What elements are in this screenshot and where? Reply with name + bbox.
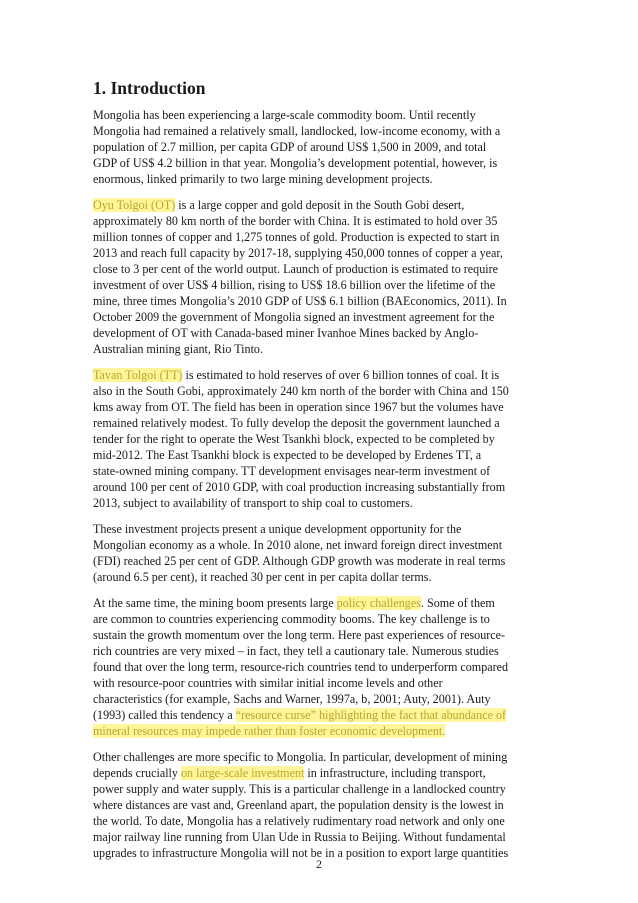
- page-number: 2: [316, 857, 322, 871]
- text-line: [93, 691, 543, 707]
- text-line: [93, 553, 543, 569]
- text-segment: mid-2012. The East Tsankhi block is expected to be developed by Erdenes TT, a: [93, 448, 482, 462]
- text-line: [93, 213, 543, 229]
- text-segment: close to 3 per cent of the world output. Launch of production is estimated to require: [93, 262, 499, 276]
- text-segment: the world. To date, Mongolia has a relatively rudimentary road network and only one: [93, 814, 505, 828]
- text-segment: Other challenges are more specific to Mongolia. In particular, development of mining: [93, 750, 508, 764]
- text-segment: development of OT with Canada-based miner Ivanhoe Mines backed by Anglo-: [93, 326, 479, 340]
- text-line: [93, 139, 543, 155]
- text-segment: population of 2.7 million, per capita GDP of around US$ 1,500 in 2009, and total: [93, 140, 487, 154]
- text-line: [93, 521, 543, 537]
- text-line: [93, 261, 543, 277]
- text-segment: major railway line running from Ulan Ude in Russia to Beijing. Without fundamental: [93, 830, 506, 844]
- text-line: [93, 537, 543, 553]
- text-line: [93, 813, 543, 829]
- text-segment: depends crucially: [93, 766, 181, 780]
- text-segment: found that over the long term, resource-rich countries tend to underperform compared: [93, 660, 509, 674]
- paragraph: [93, 595, 543, 739]
- highlighted-text: policy challenges: [336, 596, 421, 610]
- text-line: [93, 155, 543, 171]
- text-line: [93, 171, 543, 187]
- text-segment: approximately 80 km north of the border with China. It is estimated to hold over 35: [93, 214, 498, 228]
- text-segment: enormous, linked primarily to two large mining development projects.: [93, 172, 433, 186]
- text-line: [93, 341, 543, 357]
- text-segment: Mongolian economy as a whole. In 2010 alone, net inward foreign direct investment: [93, 538, 503, 552]
- text-segment: with resource-poor countries with similar initial income levels and other: [93, 676, 443, 690]
- text-line: [93, 495, 543, 511]
- section-heading: 1. Introduction: [93, 78, 206, 98]
- text-segment: At the same time, the mining boom presents large: [93, 596, 337, 610]
- text-segment: also in the South Gobi, approximately 240 km north of the border with China and 150: [93, 384, 509, 398]
- text-line: [93, 797, 543, 813]
- text-line: [93, 447, 543, 463]
- text-line: [93, 479, 543, 495]
- highlighted-text: Tavan Tolgoi (TT): [93, 368, 183, 382]
- text-segment: (1993) called this tendency a: [93, 708, 236, 722]
- text-segment: is estimated to hold reserves of over 6 billion tonnes of coal. It is: [182, 368, 500, 382]
- text-segment: upgrades to infrastructure Mongolia will not be in a position to export large quantities: [93, 846, 509, 860]
- text-line: [93, 293, 543, 309]
- text-segment: Mongolia has been experiencing a large-scale commodity boom. Until recently: [93, 108, 476, 122]
- text-line: [93, 611, 543, 627]
- text-line: [93, 367, 543, 383]
- highlighted-text: mineral resources may impede rather than foster economic development.: [93, 724, 446, 738]
- text-segment: October 2009 the government of Mongolia signed an investment agreement for the: [93, 310, 495, 324]
- text-segment: remained relatively modest. To fully develop the deposit the government launched a: [93, 416, 500, 430]
- text-segment: around 100 per cent of 2010 GDP, with coal production increasing substantially from: [93, 480, 506, 494]
- text-segment: characteristics (for example, Sachs and Warner, 1997a, b, 2001; Auty, 2001). Auty: [93, 692, 491, 706]
- text-segment: is a large copper and gold deposit in the South Gobi desert,: [175, 198, 465, 212]
- text-segment: . Some of them: [420, 596, 495, 610]
- text-line: [93, 309, 543, 325]
- text-line: [93, 123, 543, 139]
- text-line: [93, 723, 543, 739]
- text-line: [93, 749, 543, 765]
- text-line: [93, 781, 543, 797]
- text-segment: are common to countries experiencing commodity booms. The key challenge is to: [93, 612, 490, 626]
- text-segment: These investment projects present a unique development opportunity for the: [93, 522, 462, 536]
- text-line: [93, 415, 543, 431]
- text-segment: 2013, subject to availability of transport to ship coal to customers.: [93, 496, 413, 510]
- text-line: [93, 197, 543, 213]
- paragraph: [93, 107, 543, 187]
- text-line: [93, 659, 543, 675]
- text-segment: (around 6.5 per cent), it reached 30 per cent in per capita dollar terms.: [93, 570, 432, 584]
- text-line: [93, 643, 543, 659]
- text-segment: GDP of US$ 4.2 billion in that year. Mongolia’s development potential, however, is: [93, 156, 498, 170]
- text-line: [93, 107, 543, 123]
- paragraph: [93, 749, 543, 861]
- text-segment: Australian mining giant, Rio Tinto.: [93, 342, 263, 356]
- text-segment: in infrastructure, including transport,: [304, 766, 486, 780]
- text-line: [93, 399, 543, 415]
- highlighted-text: Oyu Tolgoi (OT): [93, 198, 176, 212]
- text-line: [93, 707, 543, 723]
- text-segment: mine, three times Mongolia’s 2010 GDP of US$ 6.1 billion (BAEconomics, 2011). In: [93, 294, 507, 308]
- text-segment: Mongolia had remained a relatively small, landlocked, low-income economy, with a: [93, 124, 501, 138]
- text-segment: state-owned mining company. TT development envisages near-term investment of: [93, 464, 491, 478]
- text-line: [93, 627, 543, 643]
- text-line: [93, 765, 543, 781]
- text-segment: tender for the right to operate the West Tsankhi block, expected to be completed by: [93, 432, 495, 446]
- text-line: [93, 829, 543, 845]
- text-segment: (FDI) reached 25 per cent of GDP. Although GDP growth was moderate in real terms: [93, 554, 506, 568]
- text-segment: rich countries are very mixed – in fact, they tell a cautionary tale. Numerous studies: [93, 644, 499, 658]
- text-line: [93, 277, 543, 293]
- text-line: [93, 675, 543, 691]
- highlighted-text: on large-scale investment: [180, 766, 305, 780]
- text-segment: investment of over US$ 4 billion, rising to US$ 18.6 billion over the lifetime of the: [93, 278, 496, 292]
- text-segment: where distances are vast and, Greenland apart, the population density is the lowest in: [93, 798, 504, 812]
- paragraph: [93, 521, 543, 585]
- text-line: [93, 383, 543, 399]
- text-line: [93, 431, 543, 447]
- text-segment: power supply and water supply. This is a particular challenge in a landlocked country: [93, 782, 506, 796]
- text-segment: kms away from OT. The field has been in operation since 1967 but the volumes have: [93, 400, 504, 414]
- paragraph: [93, 367, 543, 511]
- text-segment: sustain the growth momentum over the long term. Here past experiences of resource-: [93, 628, 506, 642]
- text-line: [93, 595, 543, 611]
- paragraph: [93, 197, 543, 357]
- text-line: [93, 325, 543, 341]
- document-body: [93, 107, 543, 861]
- document-page: [93, 78, 543, 871]
- text-line: [93, 463, 543, 479]
- text-segment: million tonnes of copper and 1,275 tonnes of gold. Production is expected to start in: [93, 230, 500, 244]
- text-line: [93, 569, 543, 585]
- text-segment: 2013 and reach full capacity by 2017-18, supplying 450,000 tonnes of copper a year,: [93, 246, 503, 260]
- text-line: [93, 245, 543, 261]
- highlighted-text: “resource curse” highlighting the fact that abundance of: [235, 708, 507, 722]
- text-line: [93, 229, 543, 245]
